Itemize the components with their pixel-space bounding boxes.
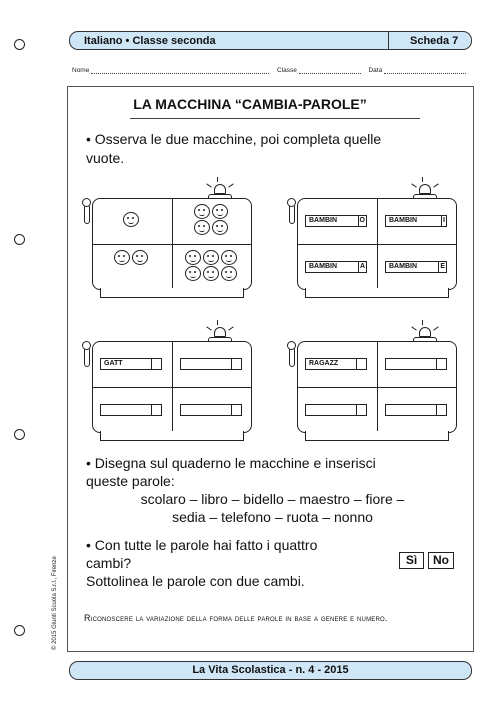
child-face-icon bbox=[185, 266, 201, 281]
name-field[interactable] bbox=[91, 66, 269, 74]
word-slot bbox=[305, 261, 367, 273]
exercise-2-line-1: • Disegna sul quaderno le macchine e inserisci bbox=[86, 455, 376, 471]
sheet-number: Scheda 7 bbox=[410, 35, 459, 47]
light-ray bbox=[433, 183, 439, 187]
word-ending[interactable] bbox=[436, 405, 446, 415]
binder-hole bbox=[14, 429, 25, 440]
yes-box[interactable]: Sì bbox=[399, 552, 424, 569]
empty-word-slot[interactable] bbox=[100, 404, 162, 416]
lever-handle bbox=[289, 204, 295, 224]
word-slot bbox=[100, 358, 162, 370]
word-stem: RAGAZZ bbox=[309, 360, 339, 367]
machine-base bbox=[100, 431, 244, 441]
child-face-icon bbox=[185, 250, 201, 265]
header-bar bbox=[69, 31, 472, 50]
light-ray bbox=[228, 326, 234, 330]
empty-word-slot[interactable] bbox=[305, 404, 367, 416]
copyright-note: © 2015 Giunti Scuola S.r.l., Firenze bbox=[52, 556, 58, 650]
exercise-1-line-2: vuote. bbox=[86, 150, 125, 166]
machine-base bbox=[305, 288, 449, 298]
child-face-icon bbox=[212, 204, 228, 219]
lever-handle bbox=[84, 347, 90, 367]
word-ending: O bbox=[359, 217, 365, 224]
word-ending[interactable] bbox=[356, 405, 366, 415]
lever-knob bbox=[82, 198, 91, 207]
lever-knob bbox=[287, 341, 296, 350]
lever-knob bbox=[82, 341, 91, 350]
lever-knob bbox=[287, 198, 296, 207]
cambia-parole-machine bbox=[287, 321, 462, 446]
word-ending[interactable] bbox=[356, 359, 366, 369]
date-field[interactable] bbox=[384, 66, 466, 74]
light-ray bbox=[228, 183, 234, 187]
machine-divider bbox=[92, 387, 252, 388]
exercise-3-line-1: • Con tutte le parole hai fatto i quattro bbox=[86, 537, 318, 553]
class-field[interactable] bbox=[299, 66, 361, 74]
exercise-3-line-2: cambi? bbox=[86, 555, 132, 571]
teacher-instructions: Riconoscere la variazione della forma delle parole in base a genere e numero. bbox=[84, 613, 388, 623]
name-label: Nome bbox=[72, 67, 90, 74]
cambia-parole-machine bbox=[287, 178, 462, 303]
word-slot bbox=[385, 215, 447, 227]
word-slot bbox=[305, 215, 367, 227]
child-face-icon bbox=[203, 250, 219, 265]
light-ray bbox=[411, 183, 417, 187]
word-stem: BAMBIN bbox=[389, 263, 417, 270]
footer-bar: La Vita Scolastica - n. 4 - 2015 bbox=[69, 661, 472, 680]
word-ending[interactable] bbox=[151, 405, 161, 415]
binder-hole bbox=[14, 625, 25, 636]
name-row bbox=[72, 66, 466, 74]
light-ray bbox=[422, 177, 423, 182]
exercise-2-line-2: queste parole: bbox=[86, 473, 175, 489]
word-ending[interactable] bbox=[151, 359, 161, 369]
word-stem: BAMBIN bbox=[389, 217, 417, 224]
light-ray bbox=[206, 183, 212, 187]
child-face-icon bbox=[132, 250, 148, 265]
cambia-parole-machine bbox=[82, 321, 257, 446]
date-label: Data bbox=[368, 67, 383, 74]
child-face-icon bbox=[123, 212, 139, 227]
lamp-icon bbox=[214, 327, 226, 337]
machine-divider bbox=[297, 244, 457, 245]
child-face-icon bbox=[221, 250, 237, 265]
word-ending[interactable] bbox=[436, 359, 446, 369]
light-ray bbox=[422, 320, 423, 325]
word-stem: BAMBIN bbox=[309, 263, 337, 270]
empty-word-slot[interactable] bbox=[385, 404, 447, 416]
empty-word-slot[interactable] bbox=[180, 358, 242, 370]
machine-divider bbox=[297, 387, 457, 388]
child-face-icon bbox=[203, 266, 219, 281]
class-label: Classe bbox=[276, 67, 297, 74]
lever-handle bbox=[289, 347, 295, 367]
machine-base bbox=[100, 288, 244, 298]
child-face-icon bbox=[194, 220, 210, 235]
word-ending: E bbox=[440, 263, 445, 270]
word-stem: BAMBIN bbox=[309, 217, 337, 224]
lamp-icon bbox=[419, 327, 431, 337]
word-ending: I bbox=[443, 217, 445, 224]
no-box[interactable]: No bbox=[428, 552, 454, 569]
header-subject: Italiano • Classe seconda bbox=[84, 35, 216, 47]
word-stem: GATT bbox=[104, 360, 123, 367]
light-ray bbox=[217, 177, 218, 182]
lamp-icon bbox=[419, 184, 431, 194]
worksheet-title: LA MACCHINA “CAMBIA-PAROLE” bbox=[133, 96, 367, 112]
word-ending: A bbox=[359, 263, 365, 270]
word-slot bbox=[305, 358, 367, 370]
child-face-icon bbox=[212, 220, 228, 235]
child-face-icon bbox=[194, 204, 210, 219]
binder-hole bbox=[14, 234, 25, 245]
exercise-1-line-1: • Osserva le due macchine, poi completa quelle bbox=[86, 131, 382, 147]
exercise-3-line-3: Sottolinea le parole con due cambi. bbox=[86, 573, 305, 589]
empty-word-slot[interactable] bbox=[385, 358, 447, 370]
lever-handle bbox=[84, 204, 90, 224]
word-list-line-2: sedia – telefono – ruota – nonno bbox=[172, 509, 373, 525]
title-underline bbox=[130, 118, 420, 119]
cambia-parole-machine bbox=[82, 178, 257, 303]
header-divider bbox=[388, 32, 389, 49]
empty-word-slot[interactable] bbox=[180, 404, 242, 416]
light-ray bbox=[217, 320, 218, 325]
child-face-icon bbox=[114, 250, 130, 265]
light-ray bbox=[411, 326, 417, 330]
binder-hole bbox=[14, 39, 25, 50]
lamp-icon bbox=[214, 184, 226, 194]
word-list-line-1: scolaro – libro – bidello – maestro – fiore – bbox=[140, 491, 405, 507]
child-face-icon bbox=[221, 266, 237, 281]
word-slot bbox=[385, 261, 447, 273]
word-ending[interactable] bbox=[231, 359, 241, 369]
machine-divider bbox=[92, 244, 252, 245]
light-ray bbox=[206, 326, 212, 330]
word-ending[interactable] bbox=[231, 405, 241, 415]
light-ray bbox=[433, 326, 439, 330]
machine-base bbox=[305, 431, 449, 441]
